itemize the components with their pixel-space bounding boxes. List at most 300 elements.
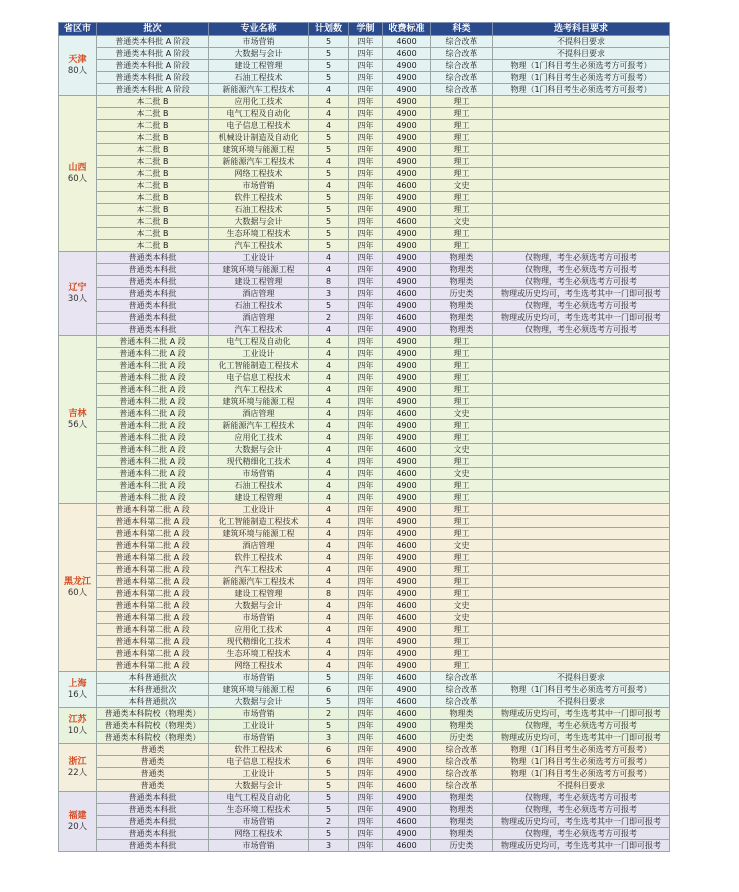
plan-count-cell: 4 xyxy=(309,576,349,588)
subject-requirement-cell: 不提科目要求 xyxy=(493,780,670,792)
major-cell: 软件工程技术 xyxy=(209,744,309,756)
subject-requirement-cell: 不提科目要求 xyxy=(493,696,670,708)
batch-cell: 普通类本科院校（物理类） xyxy=(97,720,209,732)
batch-cell: 普通本科第二批 A 段 xyxy=(97,516,209,528)
category-cell: 理工 xyxy=(431,96,493,108)
plan-count-cell: 4 xyxy=(309,156,349,168)
major-cell: 工业设计 xyxy=(209,768,309,780)
subject-requirement-cell xyxy=(493,348,670,360)
table-row xyxy=(59,36,670,48)
plan-count-cell: 2 xyxy=(309,816,349,828)
province-name: 江苏 xyxy=(68,714,87,725)
table-row xyxy=(59,648,670,660)
major-cell: 化工智能制造工程技术 xyxy=(209,516,309,528)
subject-requirement-cell: 仅物理，考生必须选考方可报考 xyxy=(493,276,670,288)
plan-count-cell: 5 xyxy=(309,228,349,240)
batch-cell: 本二批 B xyxy=(97,204,209,216)
major-cell: 市场营销 xyxy=(209,180,309,192)
batch-cell: 普通类本科批 xyxy=(97,252,209,264)
category-cell: 综合改革 xyxy=(431,84,493,96)
province-name: 天津 xyxy=(68,54,87,65)
duration-cell: 四年 xyxy=(349,324,383,336)
table-row xyxy=(59,660,670,672)
category-cell: 理工 xyxy=(431,372,493,384)
plan-count-cell: 4 xyxy=(309,420,349,432)
major-cell: 市场营销 xyxy=(209,732,309,744)
tuition-cell: 4900 xyxy=(383,480,431,492)
category-cell: 物理类 xyxy=(431,804,493,816)
plan-count-cell: 5 xyxy=(309,828,349,840)
table-row xyxy=(59,624,670,636)
major-cell: 酒店管理 xyxy=(209,288,309,300)
tuition-cell: 4600 xyxy=(383,468,431,480)
duration-cell: 四年 xyxy=(349,168,383,180)
admission-plan-table-container xyxy=(58,22,669,852)
plan-count-cell: 4 xyxy=(309,480,349,492)
batch-cell: 普通类本科批 xyxy=(97,792,209,804)
major-cell: 酒店管理 xyxy=(209,540,309,552)
plan-count-cell: 4 xyxy=(309,540,349,552)
batch-cell: 本科普通批次 xyxy=(97,684,209,696)
category-cell: 综合改革 xyxy=(431,696,493,708)
tuition-cell: 4600 xyxy=(383,288,431,300)
tuition-cell: 4900 xyxy=(383,348,431,360)
duration-cell: 四年 xyxy=(349,564,383,576)
duration-cell: 四年 xyxy=(349,372,383,384)
admission-plan-table xyxy=(58,22,670,852)
table-row xyxy=(59,360,670,372)
duration-cell: 四年 xyxy=(349,804,383,816)
table-row xyxy=(59,780,670,792)
province-cell xyxy=(59,672,97,708)
category-cell: 理工 xyxy=(431,228,493,240)
major-cell: 市场营销 xyxy=(209,816,309,828)
category-cell: 理工 xyxy=(431,624,493,636)
tuition-cell: 4900 xyxy=(383,660,431,672)
duration-cell: 四年 xyxy=(349,720,383,732)
table-row xyxy=(59,204,670,216)
province-quota: 16人 xyxy=(67,689,88,700)
subject-requirement-cell xyxy=(493,516,670,528)
plan-count-cell: 4 xyxy=(309,252,349,264)
tuition-cell: 4900 xyxy=(383,228,431,240)
category-cell: 理工 xyxy=(431,204,493,216)
major-cell: 市场营销 xyxy=(209,672,309,684)
plan-count-cell: 2 xyxy=(309,708,349,720)
table-row xyxy=(59,516,670,528)
duration-cell: 四年 xyxy=(349,540,383,552)
batch-cell: 普通本科二批 A 段 xyxy=(97,480,209,492)
table-row xyxy=(59,828,670,840)
tuition-cell: 4900 xyxy=(383,324,431,336)
subject-requirement-cell xyxy=(493,408,670,420)
tuition-cell: 4900 xyxy=(383,744,431,756)
tuition-cell: 4900 xyxy=(383,204,431,216)
major-cell: 工业设计 xyxy=(209,504,309,516)
category-cell: 理工 xyxy=(431,432,493,444)
table-row xyxy=(59,696,670,708)
table-row xyxy=(59,192,670,204)
tuition-cell: 4900 xyxy=(383,624,431,636)
duration-cell: 四年 xyxy=(349,384,383,396)
duration-cell: 四年 xyxy=(349,396,383,408)
tuition-cell: 4600 xyxy=(383,408,431,420)
category-cell: 综合改革 xyxy=(431,768,493,780)
plan-count-cell: 3 xyxy=(309,288,349,300)
plan-count-cell: 4 xyxy=(309,624,349,636)
tuition-cell: 4600 xyxy=(383,48,431,60)
plan-count-cell: 4 xyxy=(309,660,349,672)
subject-requirement-cell xyxy=(493,216,670,228)
tuition-cell: 4900 xyxy=(383,240,431,252)
category-cell: 理工 xyxy=(431,456,493,468)
plan-count-cell: 4 xyxy=(309,96,349,108)
batch-cell: 普通类本科批 xyxy=(97,816,209,828)
category-cell: 理工 xyxy=(431,384,493,396)
table-row xyxy=(59,468,670,480)
major-cell: 电气工程及自动化 xyxy=(209,792,309,804)
plan-count-cell: 5 xyxy=(309,48,349,60)
major-cell: 电子信息工程技术 xyxy=(209,372,309,384)
category-cell: 理工 xyxy=(431,240,493,252)
category-cell: 文史 xyxy=(431,600,493,612)
batch-cell: 普通本科第二批 A 段 xyxy=(97,504,209,516)
major-cell: 市场营销 xyxy=(209,36,309,48)
category-cell: 综合改革 xyxy=(431,48,493,60)
major-cell: 建设工程管理 xyxy=(209,60,309,72)
major-cell: 应用化工技术 xyxy=(209,96,309,108)
table-row xyxy=(59,372,670,384)
province-cell xyxy=(59,36,97,96)
batch-cell: 普通类本科批 A 阶段 xyxy=(97,60,209,72)
tuition-cell: 4600 xyxy=(383,840,431,852)
duration-cell: 四年 xyxy=(349,360,383,372)
plan-count-cell: 4 xyxy=(309,264,349,276)
subject-requirement-cell xyxy=(493,612,670,624)
category-cell: 理工 xyxy=(431,144,493,156)
plan-count-cell: 4 xyxy=(309,408,349,420)
major-cell: 工业设计 xyxy=(209,348,309,360)
category-cell: 理工 xyxy=(431,480,493,492)
batch-cell: 本二批 B xyxy=(97,132,209,144)
header-subject-requirement: 选考科目要求 xyxy=(493,23,670,36)
plan-count-cell: 4 xyxy=(309,600,349,612)
subject-requirement-cell xyxy=(493,204,670,216)
major-cell: 石油工程技术 xyxy=(209,300,309,312)
major-cell: 建设工程管理 xyxy=(209,588,309,600)
major-cell: 工业设计 xyxy=(209,252,309,264)
major-cell: 建筑环境与能源工程 xyxy=(209,264,309,276)
category-cell: 理工 xyxy=(431,576,493,588)
tuition-cell: 4900 xyxy=(383,456,431,468)
subject-requirement-cell: 物理或历史均可，考生选考其中一门即可报考 xyxy=(493,840,670,852)
tuition-cell: 4600 xyxy=(383,600,431,612)
tuition-cell: 4900 xyxy=(383,552,431,564)
tuition-cell: 4600 xyxy=(383,312,431,324)
plan-count-cell: 5 xyxy=(309,204,349,216)
tuition-cell: 4900 xyxy=(383,84,431,96)
subject-requirement-cell xyxy=(493,624,670,636)
subject-requirement-cell xyxy=(493,96,670,108)
duration-cell: 四年 xyxy=(349,492,383,504)
major-cell: 电子信息工程技术 xyxy=(209,756,309,768)
tuition-cell: 4900 xyxy=(383,60,431,72)
batch-cell: 本二批 B xyxy=(97,156,209,168)
table-row xyxy=(59,168,670,180)
table-row xyxy=(59,636,670,648)
header-major: 专业名称 xyxy=(209,23,309,36)
subject-requirement-cell: 物理（1门科目考生必须选考方可报考） xyxy=(493,768,670,780)
subject-requirement-cell: 不提科目要求 xyxy=(493,48,670,60)
plan-count-cell: 4 xyxy=(309,504,349,516)
category-cell: 理工 xyxy=(431,516,493,528)
major-cell: 大数据与会计 xyxy=(209,780,309,792)
duration-cell: 四年 xyxy=(349,792,383,804)
table-row xyxy=(59,48,670,60)
category-cell: 物理类 xyxy=(431,828,493,840)
batch-cell: 普通本科第二批 A 段 xyxy=(97,636,209,648)
plan-count-cell: 5 xyxy=(309,132,349,144)
duration-cell: 四年 xyxy=(349,528,383,540)
subject-requirement-cell: 仅物理，考生必须选考方可报考 xyxy=(493,300,670,312)
province-quota: 56人 xyxy=(67,419,88,430)
duration-cell: 四年 xyxy=(349,432,383,444)
duration-cell: 四年 xyxy=(349,36,383,48)
plan-count-cell: 4 xyxy=(309,516,349,528)
major-cell: 建筑环境与能源工程 xyxy=(209,144,309,156)
category-cell: 历史类 xyxy=(431,288,493,300)
duration-cell: 四年 xyxy=(349,72,383,84)
subject-requirement-cell xyxy=(493,660,670,672)
category-cell: 综合改革 xyxy=(431,672,493,684)
subject-requirement-cell: 仅物理，考生必须选考方可报考 xyxy=(493,264,670,276)
table-row xyxy=(59,348,670,360)
header-batch: 批次 xyxy=(97,23,209,36)
category-cell: 理工 xyxy=(431,132,493,144)
tuition-cell: 4900 xyxy=(383,756,431,768)
tuition-cell: 4900 xyxy=(383,564,431,576)
category-cell: 文史 xyxy=(431,468,493,480)
duration-cell: 四年 xyxy=(349,768,383,780)
duration-cell: 四年 xyxy=(349,216,383,228)
batch-cell: 本二批 B xyxy=(97,108,209,120)
major-cell: 建筑环境与能源工程 xyxy=(209,684,309,696)
major-cell: 生态环境工程技术 xyxy=(209,228,309,240)
major-cell: 现代精细化工技术 xyxy=(209,456,309,468)
subject-requirement-cell xyxy=(493,144,670,156)
category-cell: 物理类 xyxy=(431,252,493,264)
tuition-cell: 4900 xyxy=(383,72,431,84)
batch-cell: 普通本科第二批 A 段 xyxy=(97,576,209,588)
table-row xyxy=(59,564,670,576)
subject-requirement-cell xyxy=(493,360,670,372)
batch-cell: 普通类本科批 xyxy=(97,264,209,276)
tuition-cell: 4600 xyxy=(383,36,431,48)
table-row xyxy=(59,672,670,684)
major-cell: 工业设计 xyxy=(209,720,309,732)
subject-requirement-cell xyxy=(493,120,670,132)
tuition-cell: 4600 xyxy=(383,444,431,456)
subject-requirement-cell: 物理或历史均可，考生选考其中一门即可报考 xyxy=(493,288,670,300)
category-cell: 综合改革 xyxy=(431,780,493,792)
table-row xyxy=(59,96,670,108)
major-cell: 石油工程技术 xyxy=(209,72,309,84)
subject-requirement-cell: 物理或历史均可，考生选考其中一门即可报考 xyxy=(493,312,670,324)
category-cell: 理工 xyxy=(431,588,493,600)
batch-cell: 本二批 B xyxy=(97,216,209,228)
tuition-cell: 4900 xyxy=(383,516,431,528)
category-cell: 文史 xyxy=(431,444,493,456)
table-row xyxy=(59,228,670,240)
category-cell: 理工 xyxy=(431,660,493,672)
tuition-cell: 4600 xyxy=(383,708,431,720)
plan-count-cell: 4 xyxy=(309,528,349,540)
duration-cell: 四年 xyxy=(349,96,383,108)
plan-count-cell: 4 xyxy=(309,432,349,444)
batch-cell: 普通类 xyxy=(97,780,209,792)
batch-cell: 普通本科第二批 A 段 xyxy=(97,564,209,576)
batch-cell: 普通本科二批 A 段 xyxy=(97,468,209,480)
subject-requirement-cell xyxy=(493,336,670,348)
batch-cell: 普通本科第二批 A 段 xyxy=(97,624,209,636)
duration-cell: 四年 xyxy=(349,708,383,720)
tuition-cell: 4600 xyxy=(383,216,431,228)
tuition-cell: 4600 xyxy=(383,180,431,192)
tuition-cell: 4900 xyxy=(383,192,431,204)
subject-requirement-cell: 物理（1门科目考生必须选考方可报考） xyxy=(493,684,670,696)
tuition-cell: 4900 xyxy=(383,144,431,156)
province-cell xyxy=(59,252,97,336)
major-cell: 市场营销 xyxy=(209,612,309,624)
major-cell: 酒店管理 xyxy=(209,408,309,420)
duration-cell: 四年 xyxy=(349,600,383,612)
plan-count-cell: 2 xyxy=(309,312,349,324)
subject-requirement-cell xyxy=(493,132,670,144)
subject-requirement-cell: 物理（1门科目考生必须选考方可报考） xyxy=(493,72,670,84)
batch-cell: 普通类本科批 xyxy=(97,276,209,288)
major-cell: 化工智能制造工程技术 xyxy=(209,360,309,372)
duration-cell: 四年 xyxy=(349,612,383,624)
category-cell: 理工 xyxy=(431,120,493,132)
batch-cell: 普通类本科批 A 阶段 xyxy=(97,48,209,60)
table-row xyxy=(59,216,670,228)
major-cell: 新能源汽车工程技术 xyxy=(209,84,309,96)
plan-count-cell: 8 xyxy=(309,588,349,600)
subject-requirement-cell: 仅物理，考生必须选考方可报考 xyxy=(493,828,670,840)
tuition-cell: 4600 xyxy=(383,540,431,552)
category-cell: 理工 xyxy=(431,336,493,348)
major-cell: 汽车工程技术 xyxy=(209,240,309,252)
major-cell: 大数据与会计 xyxy=(209,48,309,60)
table-row xyxy=(59,576,670,588)
duration-cell: 四年 xyxy=(349,60,383,72)
tuition-cell: 4900 xyxy=(383,588,431,600)
major-cell: 大数据与会计 xyxy=(209,444,309,456)
batch-cell: 普通本科第二批 A 段 xyxy=(97,648,209,660)
major-cell: 汽车工程技术 xyxy=(209,384,309,396)
tuition-cell: 4900 xyxy=(383,336,431,348)
plan-count-cell: 5 xyxy=(309,72,349,84)
subject-requirement-cell xyxy=(493,600,670,612)
duration-cell: 四年 xyxy=(349,312,383,324)
province-quota: 22人 xyxy=(67,767,88,778)
subject-requirement-cell xyxy=(493,576,670,588)
duration-cell: 四年 xyxy=(349,156,383,168)
plan-count-cell: 5 xyxy=(309,192,349,204)
province-cell xyxy=(59,336,97,504)
table-body xyxy=(59,36,670,852)
major-cell: 汽车工程技术 xyxy=(209,564,309,576)
batch-cell: 普通类本科批 A 阶段 xyxy=(97,84,209,96)
subject-requirement-cell xyxy=(493,492,670,504)
category-cell: 理工 xyxy=(431,168,493,180)
plan-count-cell: 5 xyxy=(309,720,349,732)
subject-requirement-cell: 仅物理，考生必须选考方可报考 xyxy=(493,804,670,816)
duration-cell: 四年 xyxy=(349,576,383,588)
table-row xyxy=(59,816,670,828)
batch-cell: 普通本科二批 A 段 xyxy=(97,444,209,456)
plan-count-cell: 5 xyxy=(309,168,349,180)
batch-cell: 普通类 xyxy=(97,768,209,780)
batch-cell: 本二批 B xyxy=(97,96,209,108)
category-cell: 物理类 xyxy=(431,792,493,804)
category-cell: 文史 xyxy=(431,216,493,228)
subject-requirement-cell: 物理（1门科目考生必须选考方可报考） xyxy=(493,60,670,72)
major-cell: 新能源汽车工程技术 xyxy=(209,420,309,432)
table-header xyxy=(59,23,670,36)
plan-count-cell: 5 xyxy=(309,780,349,792)
category-cell: 物理类 xyxy=(431,300,493,312)
plan-count-cell: 5 xyxy=(309,672,349,684)
plan-count-cell: 4 xyxy=(309,396,349,408)
province-quota: 60人 xyxy=(67,587,88,598)
plan-count-cell: 4 xyxy=(309,120,349,132)
table-row xyxy=(59,120,670,132)
batch-cell: 普通类本科批 xyxy=(97,288,209,300)
tuition-cell: 4900 xyxy=(383,96,431,108)
category-cell: 理工 xyxy=(431,156,493,168)
category-cell: 历史类 xyxy=(431,732,493,744)
subject-requirement-cell: 仅物理，考生必须选考方可报考 xyxy=(493,792,670,804)
category-cell: 历史类 xyxy=(431,840,493,852)
plan-count-cell: 4 xyxy=(309,648,349,660)
plan-count-cell: 5 xyxy=(309,60,349,72)
plan-count-cell: 5 xyxy=(309,216,349,228)
batch-cell: 普通类本科批 xyxy=(97,324,209,336)
table-row xyxy=(59,336,670,348)
duration-cell: 四年 xyxy=(349,516,383,528)
plan-count-cell: 6 xyxy=(309,744,349,756)
tuition-cell: 4900 xyxy=(383,300,431,312)
table-row xyxy=(59,240,670,252)
plan-count-cell: 4 xyxy=(309,612,349,624)
category-cell: 物理类 xyxy=(431,708,493,720)
batch-cell: 普通本科二批 A 段 xyxy=(97,408,209,420)
header-province: 省区市 xyxy=(59,23,97,36)
table-row xyxy=(59,180,670,192)
plan-count-cell: 3 xyxy=(309,732,349,744)
tuition-cell: 4900 xyxy=(383,528,431,540)
province-quota: 60人 xyxy=(67,173,88,184)
plan-count-cell: 4 xyxy=(309,384,349,396)
major-cell: 建筑环境与能源工程 xyxy=(209,528,309,540)
table-row xyxy=(59,840,670,852)
subject-requirement-cell: 仅物理，考生必须选考方可报考 xyxy=(493,252,670,264)
major-cell: 电子信息工程技术 xyxy=(209,120,309,132)
major-cell: 大数据与会计 xyxy=(209,216,309,228)
major-cell: 酒店管理 xyxy=(209,312,309,324)
subject-requirement-cell xyxy=(493,636,670,648)
